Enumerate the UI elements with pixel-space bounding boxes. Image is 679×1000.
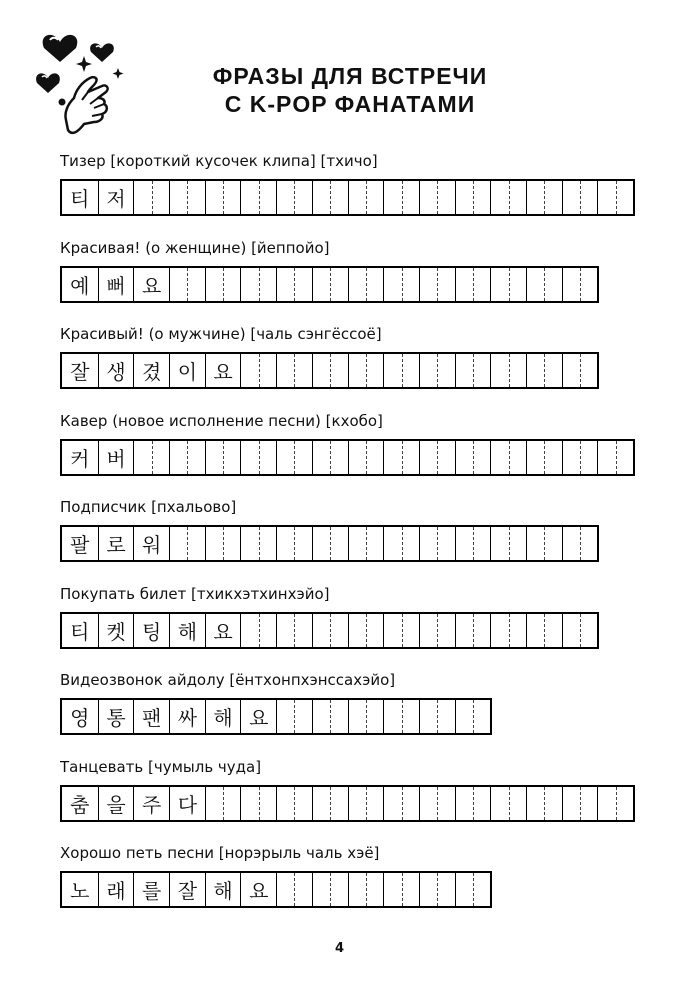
phrase-row — [60, 757, 262, 817]
empty-writing-cell — [419, 873, 455, 906]
hangul-char-cell: 워 — [133, 527, 169, 560]
empty-writing-cell — [383, 441, 419, 474]
hangul-char-cell: 요 — [205, 614, 241, 647]
empty-writing-cell — [276, 268, 312, 301]
writing-grid — [60, 352, 599, 389]
empty-writing-cell — [383, 700, 419, 733]
empty-writing-cell — [383, 873, 419, 906]
empty-writing-cell — [455, 354, 491, 387]
empty-writing-cell — [169, 268, 205, 301]
empty-writing-cell — [312, 873, 348, 906]
phrase-label: Красивая! (о женщине) [йеппойо] — [60, 238, 330, 257]
writing-grid — [60, 525, 599, 562]
hangul-char-cell: 잘 — [169, 873, 205, 906]
empty-writing-cell — [562, 268, 598, 301]
empty-writing-cell — [276, 181, 312, 214]
hangul-char-cell: 팬 — [133, 700, 169, 733]
empty-writing-cell — [240, 181, 276, 214]
phrase-label: Тизер [короткий кусочек клипа] [тхичо] — [60, 152, 378, 170]
empty-writing-cell — [597, 181, 633, 214]
hangul-char-cell: 티 — [70, 619, 90, 644]
empty-writing-cell — [312, 700, 348, 733]
hangul-char-cell: 노 — [70, 879, 90, 903]
empty-writing-cell — [312, 354, 348, 387]
empty-writing-cell — [490, 527, 526, 560]
hangul-char-cell: 요 — [133, 268, 169, 301]
hangul-char-cell: 버 — [98, 441, 134, 474]
empty-writing-cell — [133, 441, 169, 474]
empty-writing-cell — [419, 181, 455, 214]
hangul-char-cell: 해 — [205, 700, 241, 733]
hangul-char-cell: 요 — [240, 700, 276, 733]
empty-writing-cell — [455, 441, 491, 474]
empty-writing-cell — [455, 873, 491, 906]
empty-writing-cell — [562, 181, 598, 214]
empty-writing-cell — [383, 268, 419, 301]
phrase-label: Подписчик [пхальово] — [60, 498, 237, 516]
hangul-char-cell: 해 — [205, 873, 241, 906]
empty-writing-cell — [276, 873, 312, 906]
hangul-char-cell: 티 — [70, 187, 90, 211]
empty-writing-cell — [205, 268, 241, 301]
hangul-char-cell: 를 — [133, 873, 169, 906]
empty-writing-cell — [419, 700, 455, 733]
hangul-char-cell: 다 — [169, 787, 205, 820]
empty-writing-cell — [348, 354, 384, 387]
empty-writing-cell — [526, 527, 562, 560]
empty-writing-cell — [240, 527, 276, 560]
hangul-char-cell: 팅 — [133, 614, 169, 647]
empty-writing-cell — [240, 268, 276, 301]
empty-writing-cell — [383, 614, 419, 647]
hangul-char-cell: 잘 — [70, 360, 90, 384]
hangul-char-cell: 통 — [98, 700, 134, 733]
phrase-label: Красивый! (о мужчине) [чаль сэнгёссоё] — [60, 325, 382, 343]
empty-writing-cell — [526, 268, 562, 301]
empty-writing-cell — [455, 527, 491, 560]
empty-writing-cell — [276, 614, 312, 647]
writing-grid — [60, 179, 635, 216]
phrase-row — [60, 584, 330, 644]
empty-writing-cell — [312, 441, 348, 474]
empty-writing-cell — [490, 614, 526, 647]
empty-writing-cell — [562, 527, 598, 560]
empty-writing-cell — [419, 787, 455, 820]
empty-writing-cell — [490, 354, 526, 387]
phrase-row — [60, 844, 380, 903]
empty-writing-cell — [240, 614, 276, 647]
empty-writing-cell — [276, 700, 312, 733]
hangul-char-cell: 켓 — [98, 614, 134, 647]
empty-writing-cell — [419, 614, 455, 647]
phrase-label: Покупать билет [тхикхэтхинхэйо] — [60, 584, 330, 603]
empty-writing-cell — [240, 787, 276, 820]
empty-writing-cell — [526, 441, 562, 474]
empty-writing-cell — [312, 614, 348, 647]
empty-writing-cell — [133, 181, 169, 214]
hangul-char-cell: 커 — [70, 446, 90, 471]
hangul-char-cell: 요 — [205, 354, 241, 387]
empty-writing-cell — [205, 527, 241, 560]
empty-writing-cell — [455, 700, 491, 733]
empty-writing-cell — [348, 787, 384, 820]
finger-heart-icon — [32, 20, 132, 140]
hangul-char-cell: 뻐 — [98, 268, 134, 301]
empty-writing-cell — [526, 614, 562, 647]
hangul-char-cell: 저 — [98, 181, 134, 214]
hangul-char-cell: 영 — [70, 706, 90, 730]
phrase-label: Танцевать [чумыль чуда] — [60, 757, 262, 776]
phrase-row — [60, 238, 330, 298]
writing-grid — [60, 266, 599, 303]
phrase-row — [60, 498, 237, 557]
hangul-char-cell: 래 — [98, 873, 134, 906]
empty-writing-cell — [490, 268, 526, 301]
empty-writing-cell — [455, 268, 491, 301]
empty-writing-cell — [419, 354, 455, 387]
empty-writing-cell — [490, 181, 526, 214]
empty-writing-cell — [562, 614, 598, 647]
title-line-2: С K-POP ФАНАТАМИ — [224, 91, 476, 117]
empty-writing-cell — [383, 787, 419, 820]
phrase-row — [60, 411, 383, 471]
empty-writing-cell — [348, 527, 384, 560]
empty-writing-cell — [383, 527, 419, 560]
writing-grid — [60, 785, 635, 822]
empty-writing-cell — [169, 441, 205, 474]
hangul-char-cell: 예 — [70, 273, 90, 298]
empty-writing-cell — [383, 181, 419, 214]
finger-heart-logo — [32, 20, 132, 140]
empty-writing-cell — [240, 354, 276, 387]
hangul-char-cell: 로 — [98, 527, 134, 560]
empty-writing-cell — [312, 787, 348, 820]
empty-writing-cell — [419, 527, 455, 560]
phrase-label: Хорошо петь песни [норэрыль чаль хэё] — [60, 844, 380, 862]
empty-writing-cell — [276, 527, 312, 560]
phrase-label: Кавер (новое исполнение песни) [кхобо] — [60, 411, 383, 430]
empty-writing-cell — [312, 527, 348, 560]
writing-grid — [60, 612, 599, 649]
empty-writing-cell — [455, 787, 491, 820]
empty-writing-cell — [455, 614, 491, 647]
empty-writing-cell — [169, 181, 205, 214]
phrase-row — [60, 671, 396, 730]
empty-writing-cell — [526, 354, 562, 387]
empty-writing-cell — [312, 181, 348, 214]
empty-writing-cell — [276, 354, 312, 387]
empty-writing-cell — [205, 787, 241, 820]
empty-writing-cell — [276, 441, 312, 474]
hangul-char-cell: 이 — [169, 354, 205, 387]
hangul-char-cell: 생 — [98, 354, 134, 387]
empty-writing-cell — [597, 787, 633, 820]
empty-writing-cell — [276, 787, 312, 820]
empty-writing-cell — [562, 354, 598, 387]
empty-writing-cell — [419, 441, 455, 474]
empty-writing-cell — [490, 441, 526, 474]
page-title — [170, 62, 530, 118]
empty-writing-cell — [348, 441, 384, 474]
empty-writing-cell — [348, 181, 384, 214]
empty-writing-cell — [562, 441, 598, 474]
empty-writing-cell — [205, 441, 241, 474]
phrase-label: Видеозвонок айдолу [ёнтхонпхэнссахэйо] — [60, 671, 396, 689]
hangul-char-cell: 팔 — [70, 533, 90, 557]
hangul-char-cell: 을 — [98, 787, 134, 820]
title-line-1: ФРАЗЫ ДЛЯ ВСТРЕЧИ — [212, 63, 488, 89]
writing-grid — [60, 698, 492, 735]
empty-writing-cell — [348, 873, 384, 906]
hangul-char-cell: 주 — [133, 787, 169, 820]
hangul-char-cell: 춤 — [70, 792, 90, 817]
empty-writing-cell — [240, 441, 276, 474]
empty-writing-cell — [348, 700, 384, 733]
empty-writing-cell — [205, 181, 241, 214]
phrase-row — [60, 325, 382, 384]
empty-writing-cell — [169, 527, 205, 560]
empty-writing-cell — [455, 181, 491, 214]
empty-writing-cell — [383, 354, 419, 387]
writing-grid — [60, 871, 492, 908]
empty-writing-cell — [597, 441, 633, 474]
empty-writing-cell — [419, 268, 455, 301]
empty-writing-cell — [490, 787, 526, 820]
empty-writing-cell — [348, 268, 384, 301]
hangul-char-cell: 겼 — [133, 354, 169, 387]
hangul-char-cell: 해 — [169, 614, 205, 647]
hangul-char-cell: 요 — [240, 873, 276, 906]
page-number: 4 — [334, 941, 345, 956]
empty-writing-cell — [348, 614, 384, 647]
empty-writing-cell — [562, 787, 598, 820]
empty-writing-cell — [312, 268, 348, 301]
phrase-row — [60, 152, 378, 211]
writing-grid — [60, 439, 635, 476]
hangul-char-cell: 싸 — [169, 700, 205, 733]
empty-writing-cell — [526, 787, 562, 820]
empty-writing-cell — [526, 181, 562, 214]
